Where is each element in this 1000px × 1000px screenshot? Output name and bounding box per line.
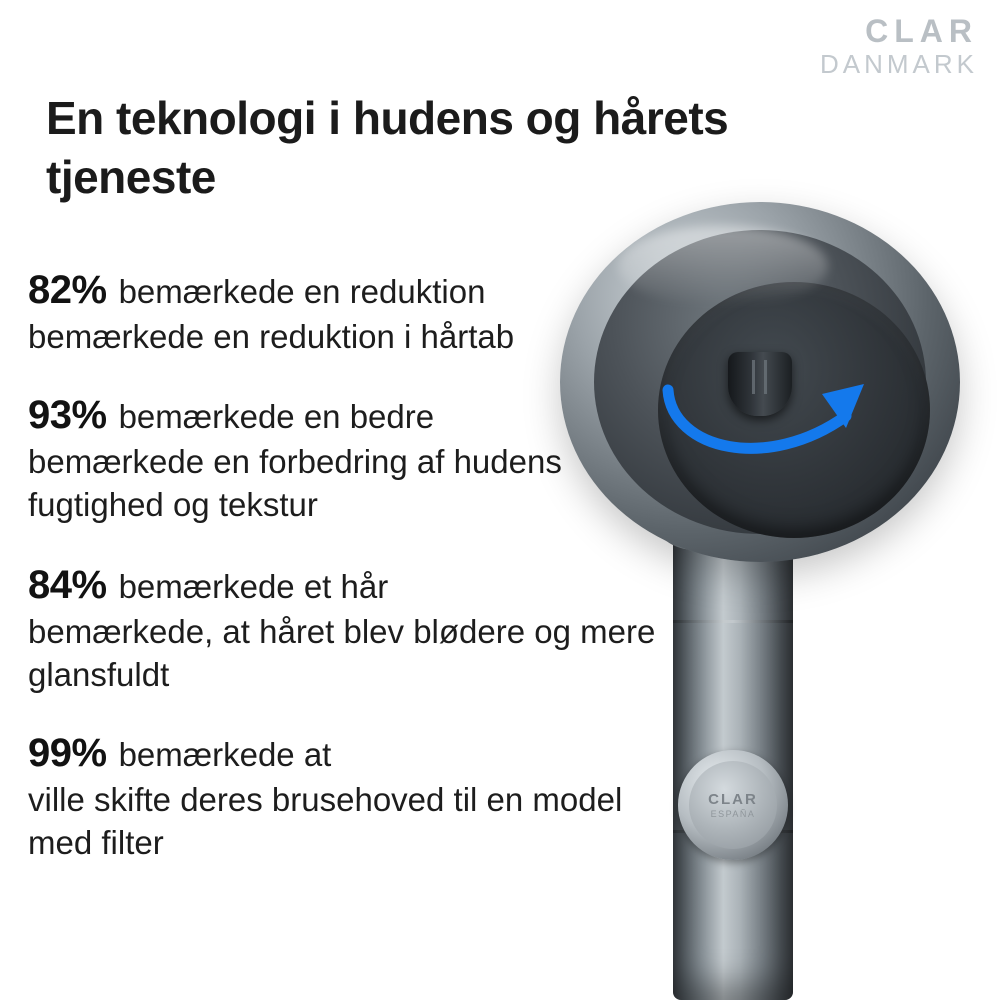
stat-body-text: bemærkede, at håret blev blødere og mere glansfuldt: [28, 612, 656, 694]
power-button[interactable]: [678, 750, 788, 860]
stat-percent: 84%: [28, 562, 107, 607]
page-title: En teknologi i hudens og hårets tjeneste: [46, 91, 729, 203]
knob-groove: [752, 360, 755, 394]
stat-percent: 93%: [28, 392, 107, 437]
brand-country: DANMARK: [819, 48, 978, 79]
stat-body-text: bemærkede en reduktion i hårtab: [28, 318, 515, 355]
highlight-gloss: [618, 226, 828, 306]
stat-lead-text: bemærkede en bedre: [118, 397, 435, 435]
brand-name: CLAR: [865, 13, 978, 49]
handle-seam: [673, 620, 793, 623]
stat-lead-text: bemærkede et hår: [118, 567, 389, 605]
shower-handle: [673, 490, 793, 1000]
mode-selector-knob[interactable]: [728, 352, 792, 416]
brand-logo: [820, 14, 978, 79]
stat-percent: 99%: [28, 730, 107, 775]
knob-groove: [764, 360, 767, 394]
product-image-shower-head: [560, 190, 1000, 1000]
stat-lead-text: bemærkede en reduktion: [118, 273, 486, 310]
stat-body-text: bemærkede en forbedring af hudens fugtighed og tekstur: [28, 442, 562, 524]
power-button-face: [689, 761, 777, 849]
stat-body-text: ville skifte deres brusehoved til en model med filter: [28, 780, 623, 862]
power-button-label: CLAR: [708, 791, 758, 808]
power-button-sublabel: ESPAÑA: [710, 809, 756, 819]
stat-lead-text: bemærkede at: [118, 735, 332, 773]
stat-percent: 82%: [28, 268, 107, 312]
shower-head-disc: [560, 202, 960, 562]
